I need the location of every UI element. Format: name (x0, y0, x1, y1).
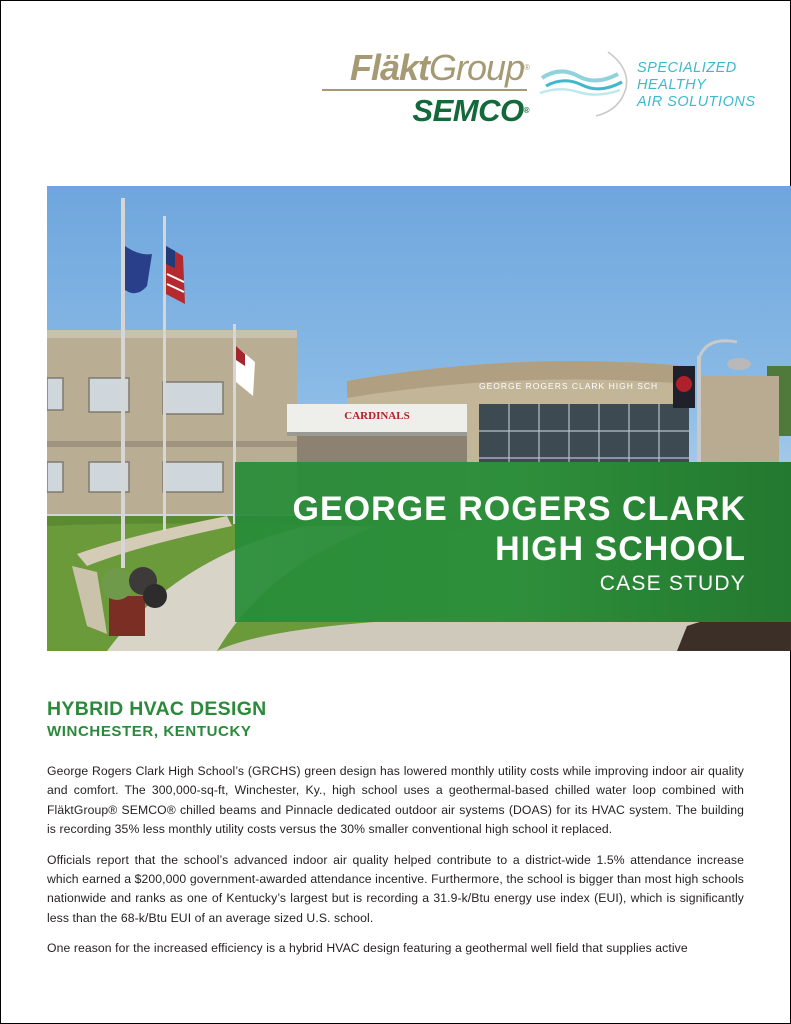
air-swoosh-icon (538, 48, 630, 118)
building-sign-text: GEORGE ROGERS CLARK HIGH SCH (479, 381, 659, 391)
title-line: GEORGE ROGERS CLARK (292, 490, 746, 528)
company-logo (320, 40, 535, 130)
tagline-line: HEALTHY (637, 77, 707, 93)
tagline (637, 60, 756, 111)
paragraph: One reason for the increased efficiency is a hybrid HVAC design featuring a geothermal well field that supplies active (47, 941, 688, 956)
paragraph: George Rogers Clark High School’s (GRCHS) green design has lowered monthly utility costs while improving indoor air quality and comfort. The 300,000-sq-ft, Winchester, Ky., high school uses a geothermal-based chilled water loop combined with FläktGroup® SEMCO® chilled beams and Pinnacle dedicated outdoor air systems (DOAS) for its HVAC system. The building is recording 35% less monthly utility costs versus the 30% smaller conventional high school it replaced. (47, 764, 744, 837)
section-title: HYBRID HVAC DESIGN (47, 698, 267, 720)
document-type: CASE STUDY (599, 572, 746, 595)
tagline-line: AIR SOLUTIONS (637, 94, 756, 110)
semco-wordmark: SEMCO® (412, 93, 529, 128)
section-location: WINCHESTER, KENTUCKY (47, 723, 252, 740)
body-text (47, 762, 744, 970)
flaktgroup-wordmark: FläktGroup® (350, 47, 529, 88)
canopy-sign-text: CARDINALS (344, 410, 410, 422)
title-banner (235, 462, 791, 622)
logo-divider (322, 89, 527, 91)
paragraph: Officials report that the school’s advanced indoor air quality helped contribute to a district-wide 1.5% attendance increase which earned a $200,000 government-awarded attendance incentive. Furthermore, the school is bigger than most high schools nationwide and ranks as one of Kentucky’s largest but is recording a 31.9-k/Btu energy use index (EUI), which is significantly less than the 68-k/Btu EUI of an average sized U.S. school. (47, 852, 744, 925)
title-line: HIGH SCHOOL (495, 530, 746, 568)
project-title (293, 489, 746, 569)
hero-photo (47, 186, 791, 651)
tagline-line: SPECIALIZED (637, 60, 737, 76)
